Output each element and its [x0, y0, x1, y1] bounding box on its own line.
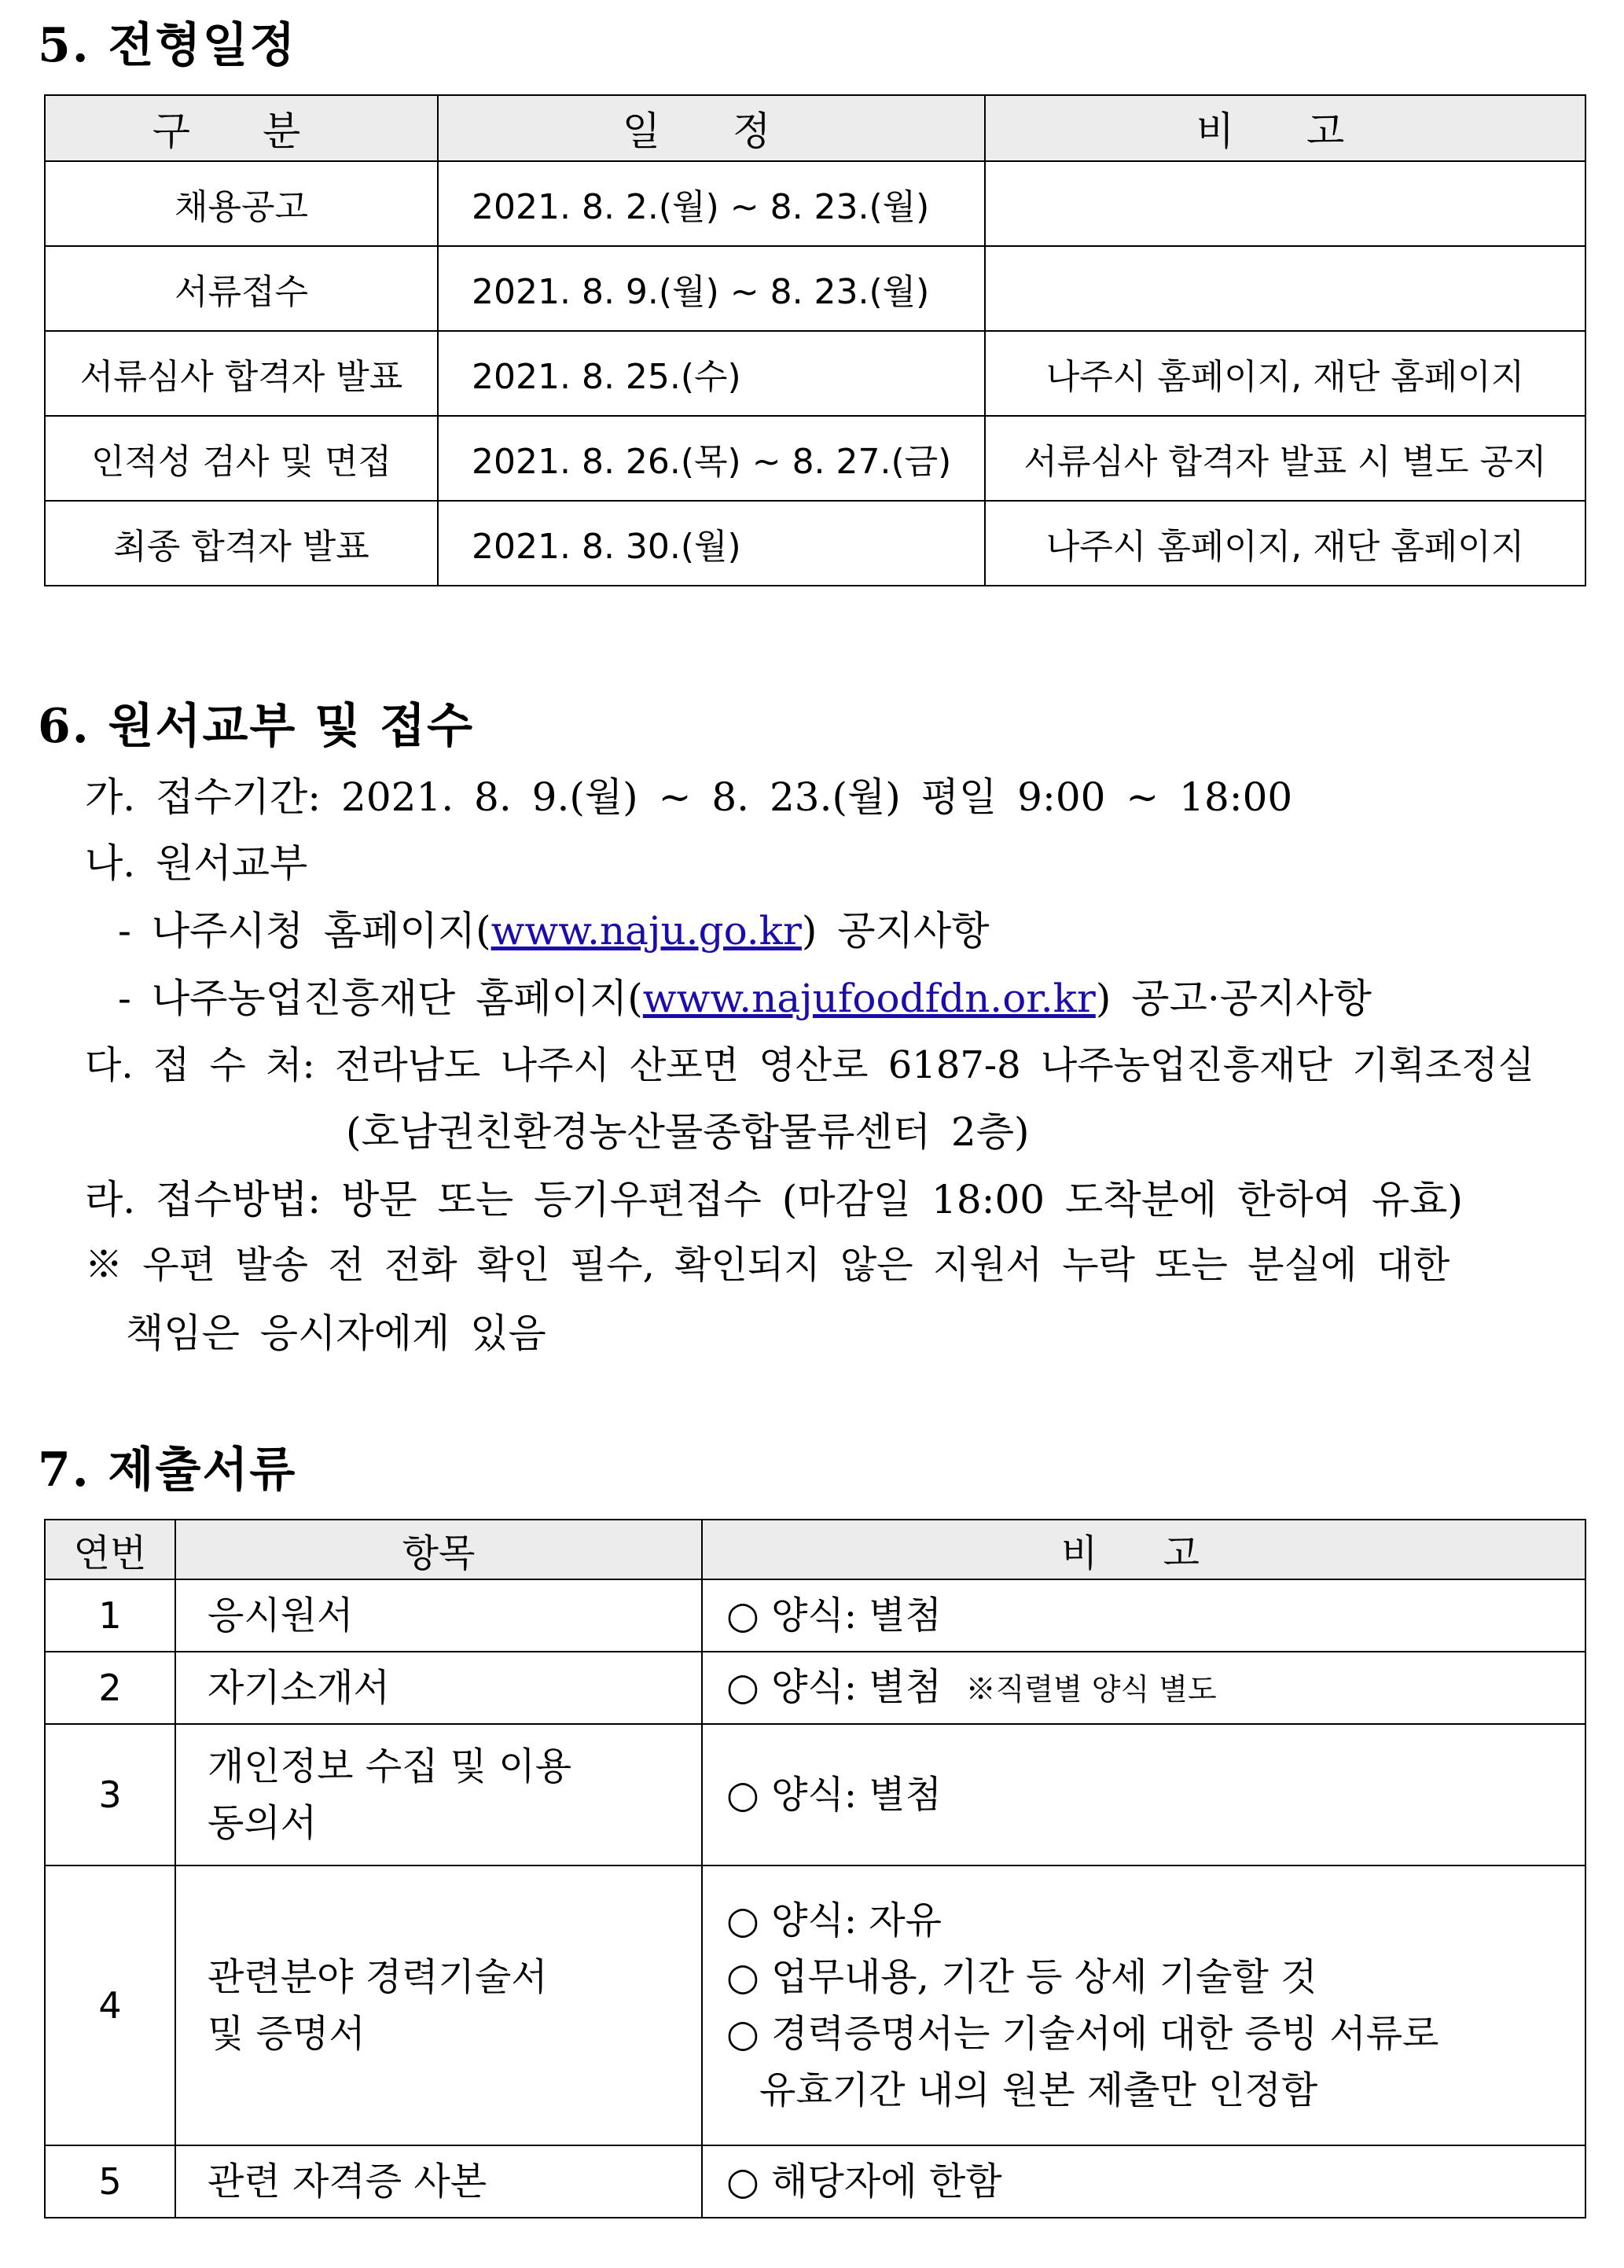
note-line: ○ 양식: 자유 [726, 1899, 942, 1943]
link-prefix: - 나주시청 홈페이지( [118, 908, 491, 954]
notice-text: ※ 우편 발송 전 전화 확인 필수, 확인되지 않은 지원서 누락 또는 분실에 대한 [85, 1243, 1450, 1287]
table-row [45, 331, 1585, 416]
issue-text: 나. 원서교부 [85, 840, 308, 886]
table-row [45, 1652, 1585, 1724]
header-date: 일 정 [438, 95, 985, 161]
item-cell: 자기소개서 [175, 1652, 702, 1724]
date-cell: 2021. 8. 30.(월) [438, 501, 985, 586]
table-row [45, 416, 1585, 501]
header-note: 비 고 [702, 1520, 1585, 1579]
note-line: ○ 업무내용, 기간 등 상세 기술할 것 [726, 1955, 1317, 1999]
link-line-naju [118, 899, 990, 956]
header-no: 연번 [45, 1520, 175, 1579]
table-row [45, 1724, 1585, 1865]
table-row [45, 1579, 1585, 1652]
note-cell [702, 2145, 1585, 2218]
note-line: ○ 해당자에 한함 [726, 2160, 1002, 2204]
date-cell: 2021. 8. 25.(수) [438, 331, 985, 416]
naju-homepage-link[interactable]: www.naju.go.kr [491, 908, 802, 954]
note-small: ※직렬별 양식 별도 [965, 1671, 1217, 1707]
link-suffix: ) 공지사항 [801, 908, 990, 954]
note-cell: 나주시 홈페이지, 재단 홈페이지 [985, 501, 1585, 586]
item-line: 및 증명서 [208, 2012, 366, 2056]
date-cell: 2021. 8. 2.(월) ~ 8. 23.(월) [438, 161, 985, 246]
category-cell: 채용공고 [45, 161, 438, 246]
row-number: 4 [45, 1865, 175, 2145]
category-cell: 최종 합격자 발표 [45, 501, 438, 586]
section-5-title: 5. 전형일정 [38, 18, 297, 73]
documents-header-row [45, 1520, 1585, 1579]
place-text: 다. 접 수 처: 전라남도 나주시 산포면 영산로 6187-8 나주농업진흥재단 기획조정실 [85, 1043, 1534, 1087]
section-7-title: 7. 제출서류 [38, 1443, 297, 1498]
header-note: 비 고 [985, 95, 1585, 161]
note-line: ○ 양식: 별첨 [726, 1773, 942, 1817]
table-row [45, 501, 1585, 586]
header-category: 구 분 [45, 95, 438, 161]
note-cell: 나주시 홈페이지, 재단 홈페이지 [985, 331, 1585, 416]
header-item: 항목 [175, 1520, 702, 1579]
date-cell: 2021. 8. 9.(월) ~ 8. 23.(월) [438, 246, 985, 331]
row-number: 3 [45, 1724, 175, 1865]
item-line: 개인정보 수집 및 이용 [208, 1744, 572, 1788]
period-text: 가. 접수기간: 2021. 8. 9.(월) ~ 8. 23.(월) 평일 9:00 ~ 18:00 [85, 774, 1293, 820]
documents-table [44, 1519, 1586, 2218]
row-number: 1 [45, 1579, 175, 1652]
row-number: 5 [45, 2145, 175, 2218]
place-detail-text: (호남권친환경농산물종합물류센터 2층) [346, 1109, 1030, 1155]
item-line: 관련분야 경력기술서 [208, 1955, 548, 1999]
category-cell: 서류심사 합격자 발표 [45, 331, 438, 416]
note-line: ○ 양식: 별첨 [726, 1593, 942, 1638]
note-line: ○ 양식: 별첨 [726, 1664, 942, 1709]
link-suffix: ) 공고·공지사항 [1095, 976, 1372, 1021]
item-cell: 응시원서 [175, 1579, 702, 1652]
note-cell [985, 246, 1585, 331]
note-cell [702, 1579, 1585, 1652]
table-row [45, 161, 1585, 246]
item-cell: 관련 자격증 사본 [175, 2145, 702, 2218]
item-line: 동의서 [208, 1801, 318, 1845]
method-text: 라. 접수방법: 방문 또는 등기우편접수 (마감일 18:00 도착분에 한하여 유효) [85, 1177, 1463, 1222]
note-line-cont: 유효기간 내의 원본 제출만 인정함 [759, 2068, 1318, 2112]
table-row [45, 1865, 1585, 2145]
link-prefix: - 나주농업진흥재단 홈페이지( [118, 976, 643, 1021]
note-cell [985, 161, 1585, 246]
item-cell [175, 1724, 702, 1865]
date-cell: 2021. 8. 26.(목) ~ 8. 27.(금) [438, 416, 985, 501]
table-row [45, 246, 1585, 331]
note-cell [702, 1724, 1585, 1865]
note-cell [702, 1865, 1585, 2145]
row-number: 2 [45, 1652, 175, 1724]
section-6-title: 6. 원서교부 및 접수 [38, 699, 475, 754]
category-cell: 서류접수 [45, 246, 438, 331]
item-cell [175, 1865, 702, 2145]
schedule-header-row [45, 95, 1585, 161]
note-cell [702, 1652, 1585, 1724]
link-line-foundation [118, 967, 1372, 1024]
notice-text-cont: 책임은 응시자에게 있음 [126, 1310, 546, 1356]
schedule-table [44, 94, 1586, 586]
category-cell: 인적성 검사 및 면접 [45, 416, 438, 501]
foundation-homepage-link[interactable]: www.najufoodfdn.or.kr [642, 976, 1096, 1021]
note-line: ○ 경력증명서는 기술서에 대한 증빙 서류로 [726, 2012, 1439, 2056]
table-row [45, 2145, 1585, 2218]
note-cell: 서류심사 합격자 발표 시 별도 공지 [985, 416, 1585, 501]
